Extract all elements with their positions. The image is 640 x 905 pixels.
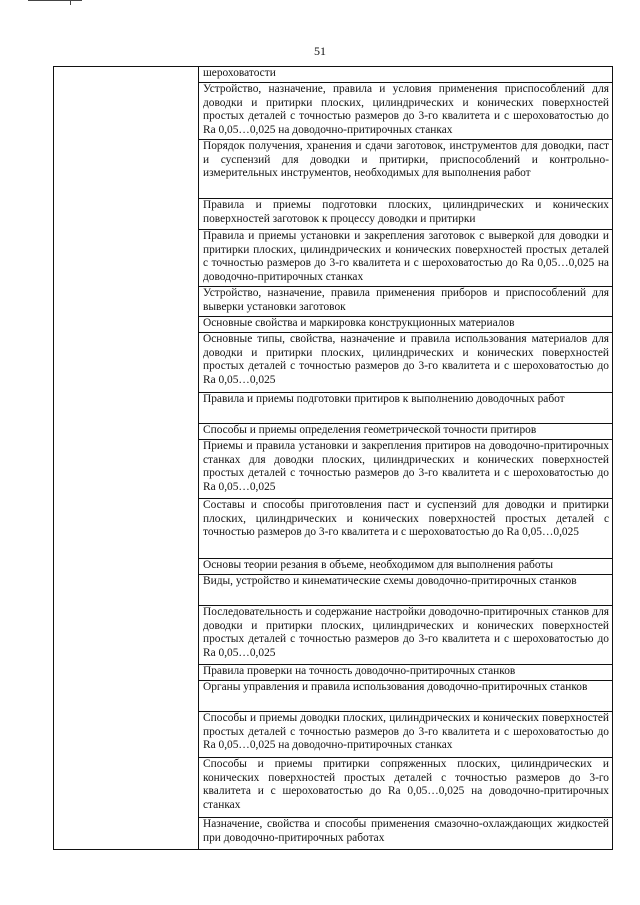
table-row: Последовательность и содержание настройки доводочно-притирочных станков для доводки и притирки плоских, цилиндрических и конических поверхностей простых деталей с точностью размеров до 3-го квалитета и с шероховатостью до Ra 0,05…0,025 [199, 606, 612, 665]
table-row: Способы и приемы притирки сопряженных плоских, цилиндрических и конических поверхностей простых деталей с точностью размеров до 3-го квалитета и с шероховатостью до Ra 0,05…0,025 на доводочно-притирочных станках [199, 758, 612, 818]
table-right-column [199, 67, 612, 849]
requirements-table [53, 66, 613, 850]
table-row: Устройство, назначение, правила применения приборов и приспособлений для выверки установки заготовок [199, 287, 612, 317]
table-row: Основные свойства и маркировка конструкционных материалов [199, 317, 612, 333]
table-row: Органы управления и правила использования доводочно-притирочных станков [199, 681, 612, 712]
scan-edge-tick [70, 0, 71, 5]
table-row: Приемы и правила установки и закрепления притиров на доводочно-притирочных станках для доводки плоских, цилиндрических и конических поверхностей простых деталей с точностью размеров до 3-го квалитета и с шероховатостью до Ra 0,05…0,025 [199, 440, 612, 499]
table-row: Способы и приемы определения геометрической точности притиров [199, 424, 612, 440]
table-row: Правила проверки на точность доводочно-притирочных станков [199, 665, 612, 681]
table-row: Порядок получения, хранения и сдачи заготовок, инструментов для доводки, паст и суспензий для доводки и притирки, приспособлений и контрольно-измерительных инструментов, необходимых для выполнения работ [199, 140, 612, 199]
table-row: Виды, устройство и кинематические схемы доводочно-притирочных станков [199, 575, 612, 606]
table-row: Способы и приемы доводки плоских, цилиндрических и конических поверхностей простых деталей с точностью размеров до 3-го квалитета и с шероховатостью до Ra 0,05…0,025 на доводочно-притирочных станках [199, 712, 612, 758]
table-left-column [54, 67, 199, 849]
page-number: 51 [314, 44, 326, 58]
table-row: Основы теории резания в объеме, необходимом для выполнения работы [199, 559, 612, 575]
scan-edge-mark [28, 0, 82, 1]
table-row: шероховатости [199, 67, 612, 83]
table-row: Составы и способы приготовления паст и суспензий для доводки и притирки плоских, цилиндрических и конических поверхностей простых деталей с точностью размеров до 3-го квалитета и с шероховатостью до Ra 0,05…0,025 [199, 499, 612, 559]
table-row: Устройство, назначение, правила и условия применения приспособлений для доводки и притирки плоских, цилиндрических и конических поверхностей простых деталей с точностью размеров до 3-го квалитета и с шероховатостью до Ra 0,05…0,025 на доводочно-притирочных станках [199, 83, 612, 140]
table-row: Назначение, свойства и способы применения смазочно-охлаждающих жидкостей при доводочно-притирочных работах [203, 818, 609, 844]
table-row: Правила и приемы подготовки плоских, цилиндрических и конических поверхностей заготовок к процессу доводки и притирки [199, 199, 612, 230]
table-row: Правила и приемы подготовки притиров к выполнению доводочных работ [199, 393, 612, 424]
table-row: Правила и приемы установки и закрепления заготовок с выверкой для доводки и притирки плоских, цилиндрических и конических поверхностей простых деталей с точностью размеров до 3-го квалитета и с шероховатостью до Ra 0,05…0,025 на доводочно-притирочных станках [199, 230, 612, 287]
table-row: Основные типы, свойства, назначение и правила использования материалов для доводки и притирки плоских, цилиндрических и конических поверхностей простых деталей с точностью размеров до 3-го квалитета и с шероховатостью до Ra 0,05…0,025 [199, 333, 612, 393]
